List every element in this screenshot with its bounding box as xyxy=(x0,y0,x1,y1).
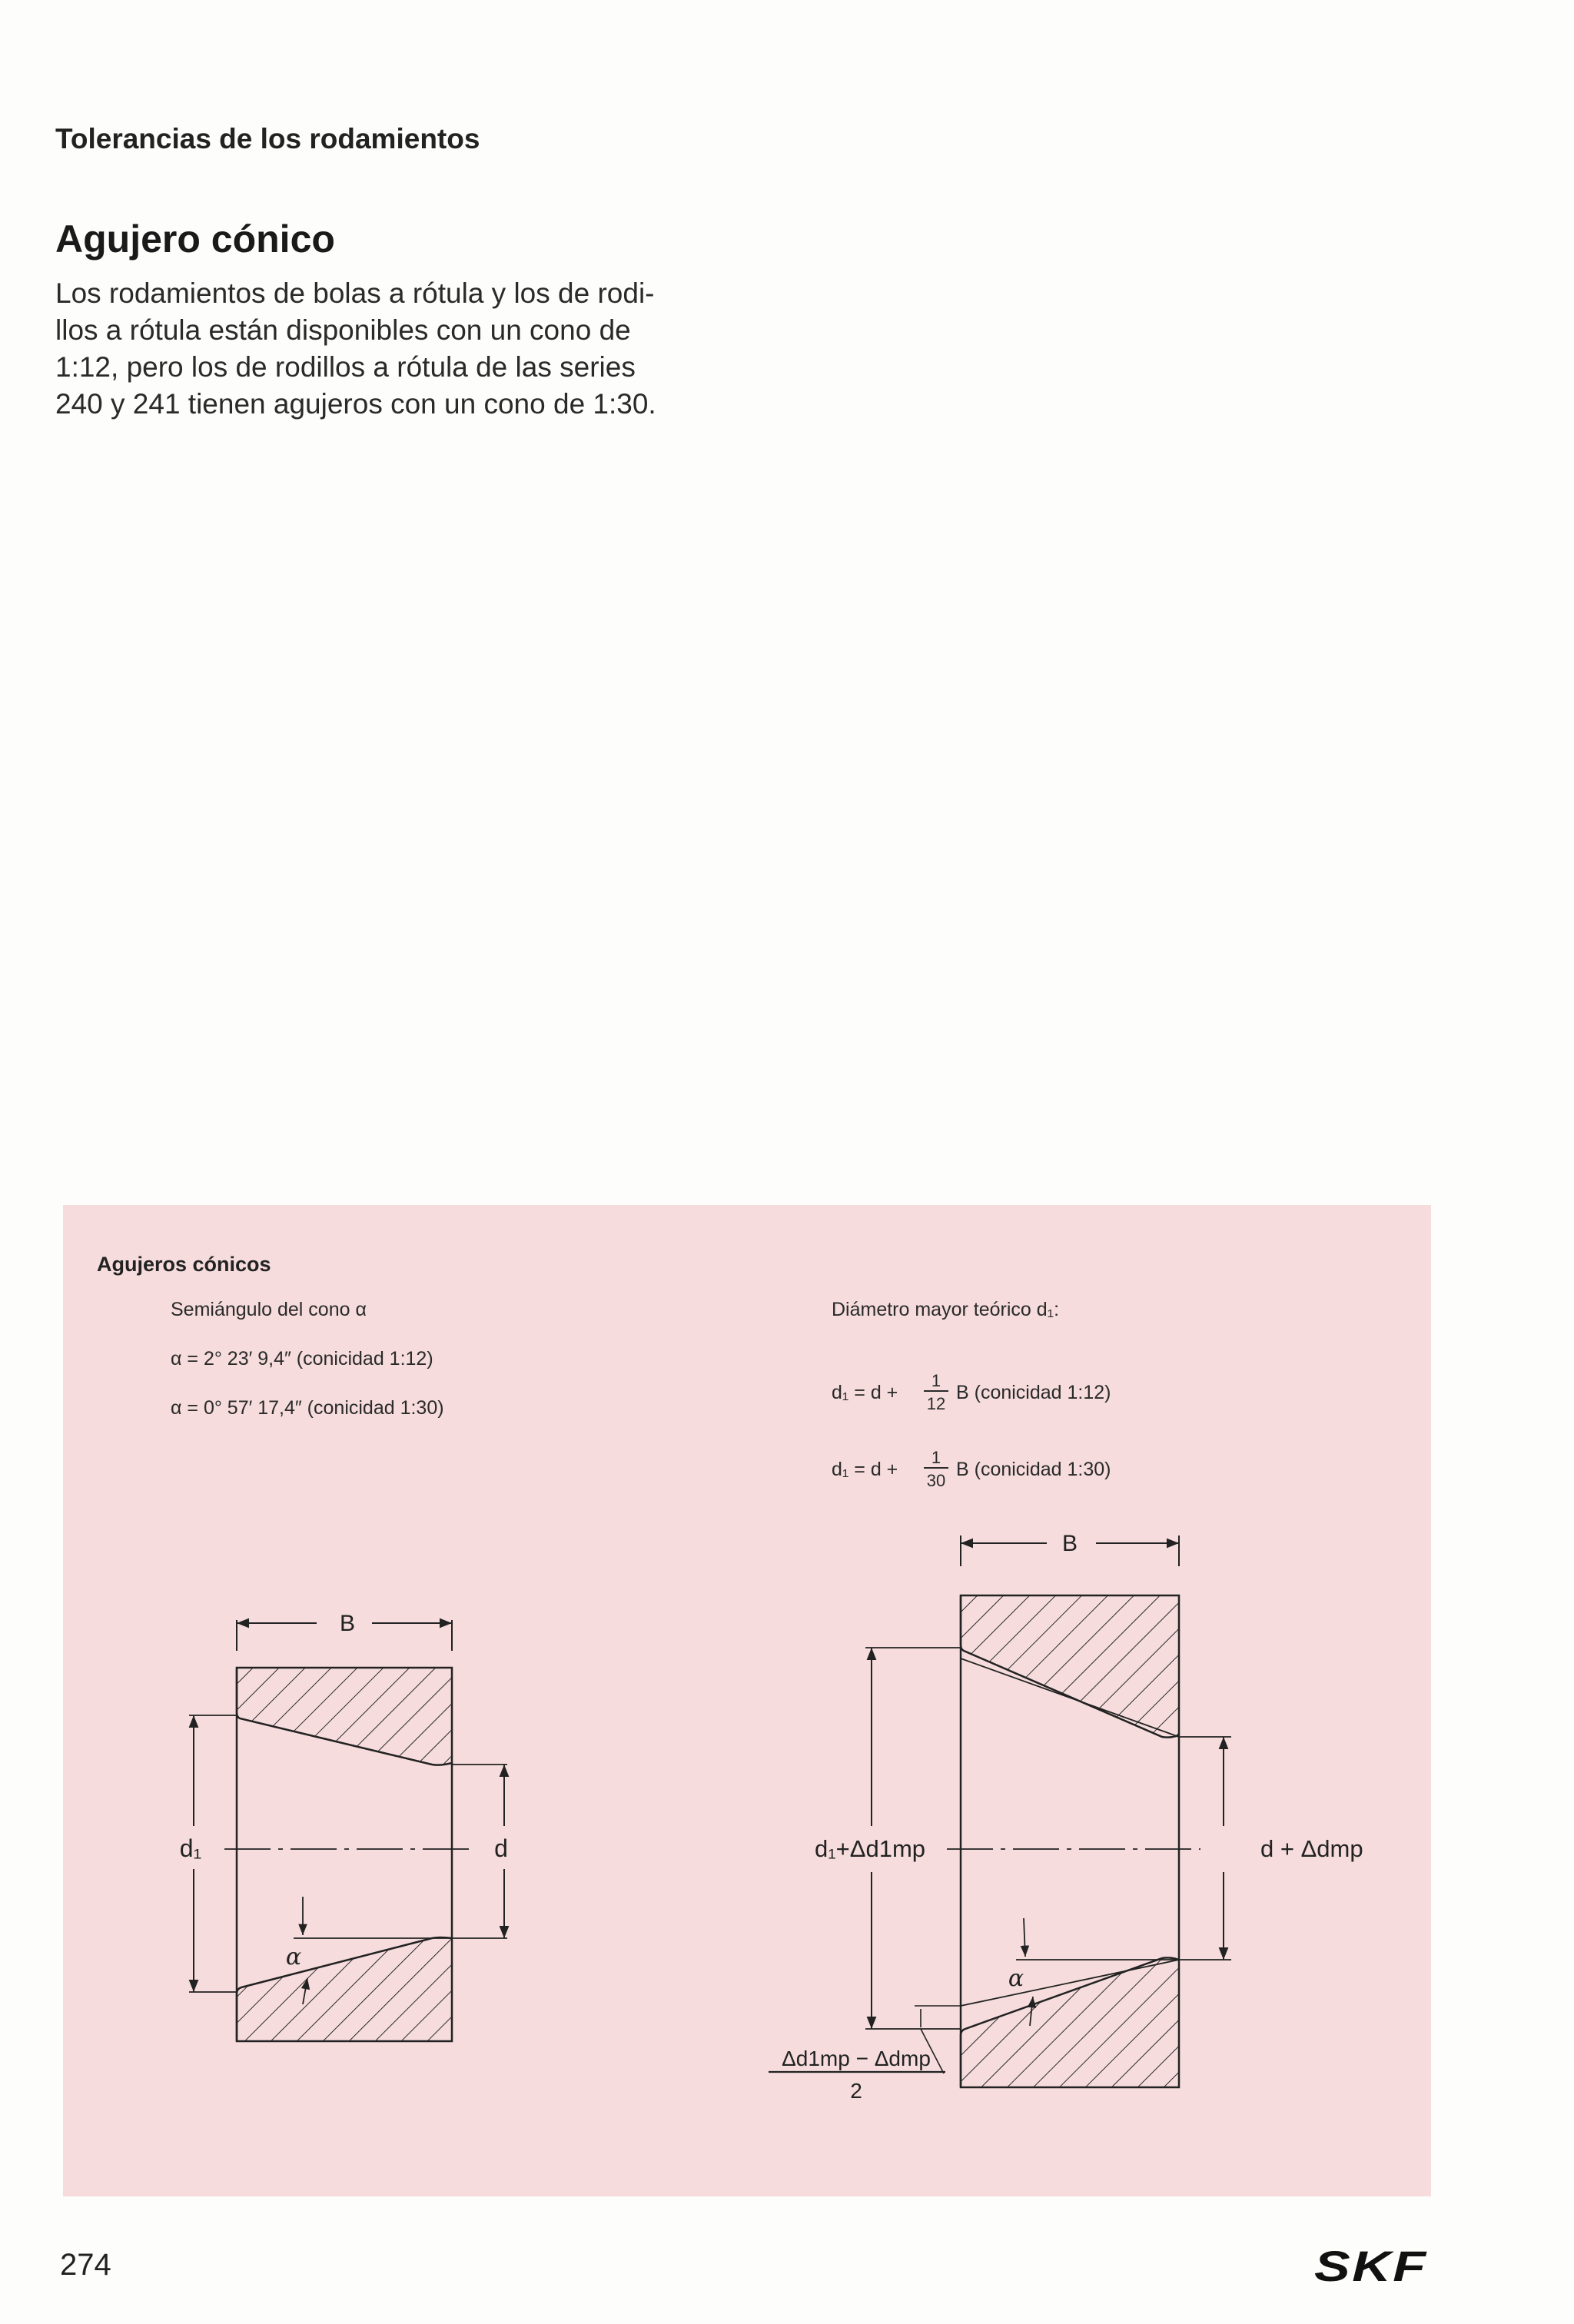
left-alpha-label: α xyxy=(285,1944,302,1970)
tolerance-difference-numerator: Δd1mp − Δdmp xyxy=(782,2047,931,2070)
body-line: llos a rótula están disponibles con un cono de xyxy=(55,314,631,346)
right-d-label: d + Δdmp xyxy=(1260,1835,1363,1862)
formula-rhs: B (conicidad 1:30) xyxy=(956,1459,1111,1480)
section-header: Tolerancias de los rodamientos xyxy=(55,123,480,154)
body-paragraph xyxy=(55,275,732,423)
formula-denominator: 12 xyxy=(926,1394,946,1413)
body-line: Los rodamientos de bolas a rótula y los de rodi- xyxy=(55,277,655,309)
formula-1-12 xyxy=(832,1371,1111,1413)
formula-denominator: 30 xyxy=(926,1471,946,1490)
right-width-label: B xyxy=(1061,1531,1078,1556)
right-bearing-section xyxy=(769,1536,1231,2087)
page-title: Agujero cónico xyxy=(55,217,335,261)
theoretical-diameter-caption: Diámetro mayor teórico d₁: xyxy=(832,1299,1060,1320)
formula-lhs: d₁ = d + xyxy=(832,1382,898,1403)
formula-numerator: 1 xyxy=(931,1371,941,1390)
formula-1-30 xyxy=(832,1448,1111,1490)
figure-title: Agujeros cónicos xyxy=(97,1253,271,1276)
skf-logo: SKF xyxy=(1314,2242,1428,2290)
alpha-value-1-30: α = 0° 57′ 17,4″ (conicidad 1:30) xyxy=(171,1397,444,1419)
tapered-bore-drawings xyxy=(63,1205,1431,2196)
left-d1-label: d₁ xyxy=(179,1834,202,1862)
tolerance-difference-denominator: 2 xyxy=(850,2079,862,2103)
left-bearing-section xyxy=(189,1620,507,2041)
formula-numerator: 1 xyxy=(931,1448,941,1467)
cone-half-angle-caption: Semiángulo del cono α xyxy=(171,1299,367,1320)
alpha-value-1-12: α = 2° 23′ 9,4″ (conicidad 1:12) xyxy=(171,1348,433,1370)
page-number: 274 xyxy=(60,2248,111,2282)
left-width-label: B xyxy=(339,1611,356,1636)
formula-rhs: B (conicidad 1:12) xyxy=(956,1382,1111,1403)
right-d1-label: d₁+Δd1mp xyxy=(814,1835,926,1862)
body-line: 1:12, pero los de rodillos a rótula de las series xyxy=(55,351,636,383)
figure-panel xyxy=(63,1205,1431,2196)
left-d-label: d xyxy=(494,1834,508,1862)
formula-lhs: d₁ = d + xyxy=(832,1459,898,1480)
right-alpha-label: α xyxy=(1008,1965,1024,1992)
body-line: 240 y 241 tienen agujeros con un cono de 1:30. xyxy=(55,388,656,420)
